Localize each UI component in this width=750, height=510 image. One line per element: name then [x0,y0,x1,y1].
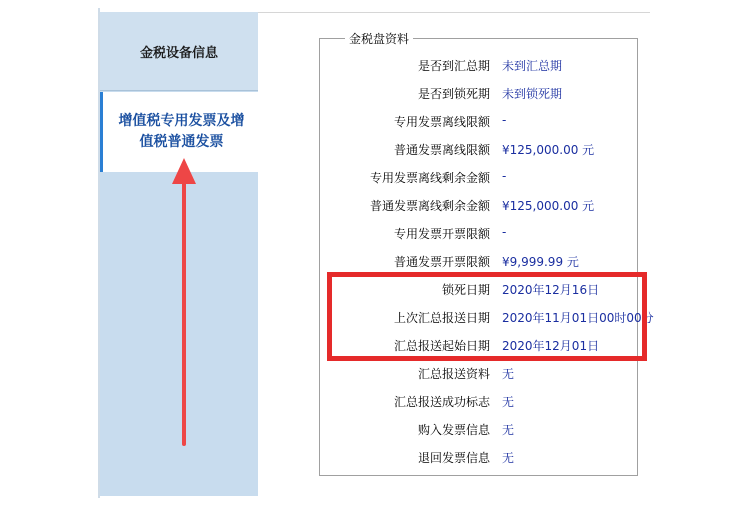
row-label: 汇总报送起始日期 [393,339,490,353]
row-label: 普通发票离线剩余金额 [369,199,490,213]
row-label: 专用发票开票限额 [393,227,490,241]
row-value: 无 [502,423,515,437]
row-label: 专用发票离线限额 [393,115,490,129]
info-row-normal-issue-limit [320,251,638,271]
highlight-box [327,272,647,361]
row-label: 汇总报送资料 [417,367,490,381]
row-label: 普通发票开票限额 [393,255,490,269]
row-value: 2020年11月01日00时00分 [502,311,654,325]
tab-device-info[interactable] [100,12,258,91]
top-divider [258,12,650,13]
group-title: 金税盘资料 [345,30,413,47]
row-value: 未到锁死期 [502,87,563,101]
row-label: 锁死日期 [441,283,490,297]
row-label: 普通发票离线限额 [393,143,490,157]
tab-vat-invoices-label-line2: 值税普通发票 [139,134,224,150]
info-row-normal-offline-limit [320,139,638,159]
row-label: 退回发票信息 [417,451,490,465]
row-value: ¥9,999.99 元 [502,255,579,269]
row-value: 无 [502,451,515,465]
row-label: 是否到锁死期 [417,87,490,101]
row-value: 无 [502,367,515,381]
info-row-returned-invoices [320,447,638,467]
info-row-special-issue-limit [320,223,638,243]
info-row-special-offline-remaining [320,167,638,187]
row-value: 2020年12月01日 [502,339,600,353]
info-row-normal-offline-remaining [320,195,638,215]
row-label: 专用发票离线剩余金额 [369,171,490,185]
row-value: 2020年12月16日 [502,283,600,297]
row-label: 是否到汇总期 [417,59,490,73]
row-label: 上次汇总报送日期 [393,311,490,325]
row-label: 汇总报送成功标志 [393,395,490,409]
info-row-lock-period [320,83,638,103]
info-row-summary-period [320,55,638,75]
row-value: - [502,113,507,127]
tab-vat-invoices-label-line1: 增值税专用发票及增 [118,113,245,129]
info-row-summary-success-flag [320,391,638,411]
row-label: 购入发票信息 [417,423,490,437]
row-value: - [502,225,507,239]
red-arrow-annotation [164,158,204,446]
tab-device-info-label: 金税设备信息 [139,45,218,61]
row-value: ¥125,000.00 元 [502,199,595,213]
info-row-purchased-invoices [320,419,638,439]
row-value: - [502,169,507,183]
info-row-special-offline-limit [320,111,638,131]
row-value: ¥125,000.00 元 [502,143,595,157]
info-row-summary-data [320,363,638,383]
row-value: 未到汇总期 [502,59,563,73]
row-value: 无 [502,395,515,409]
